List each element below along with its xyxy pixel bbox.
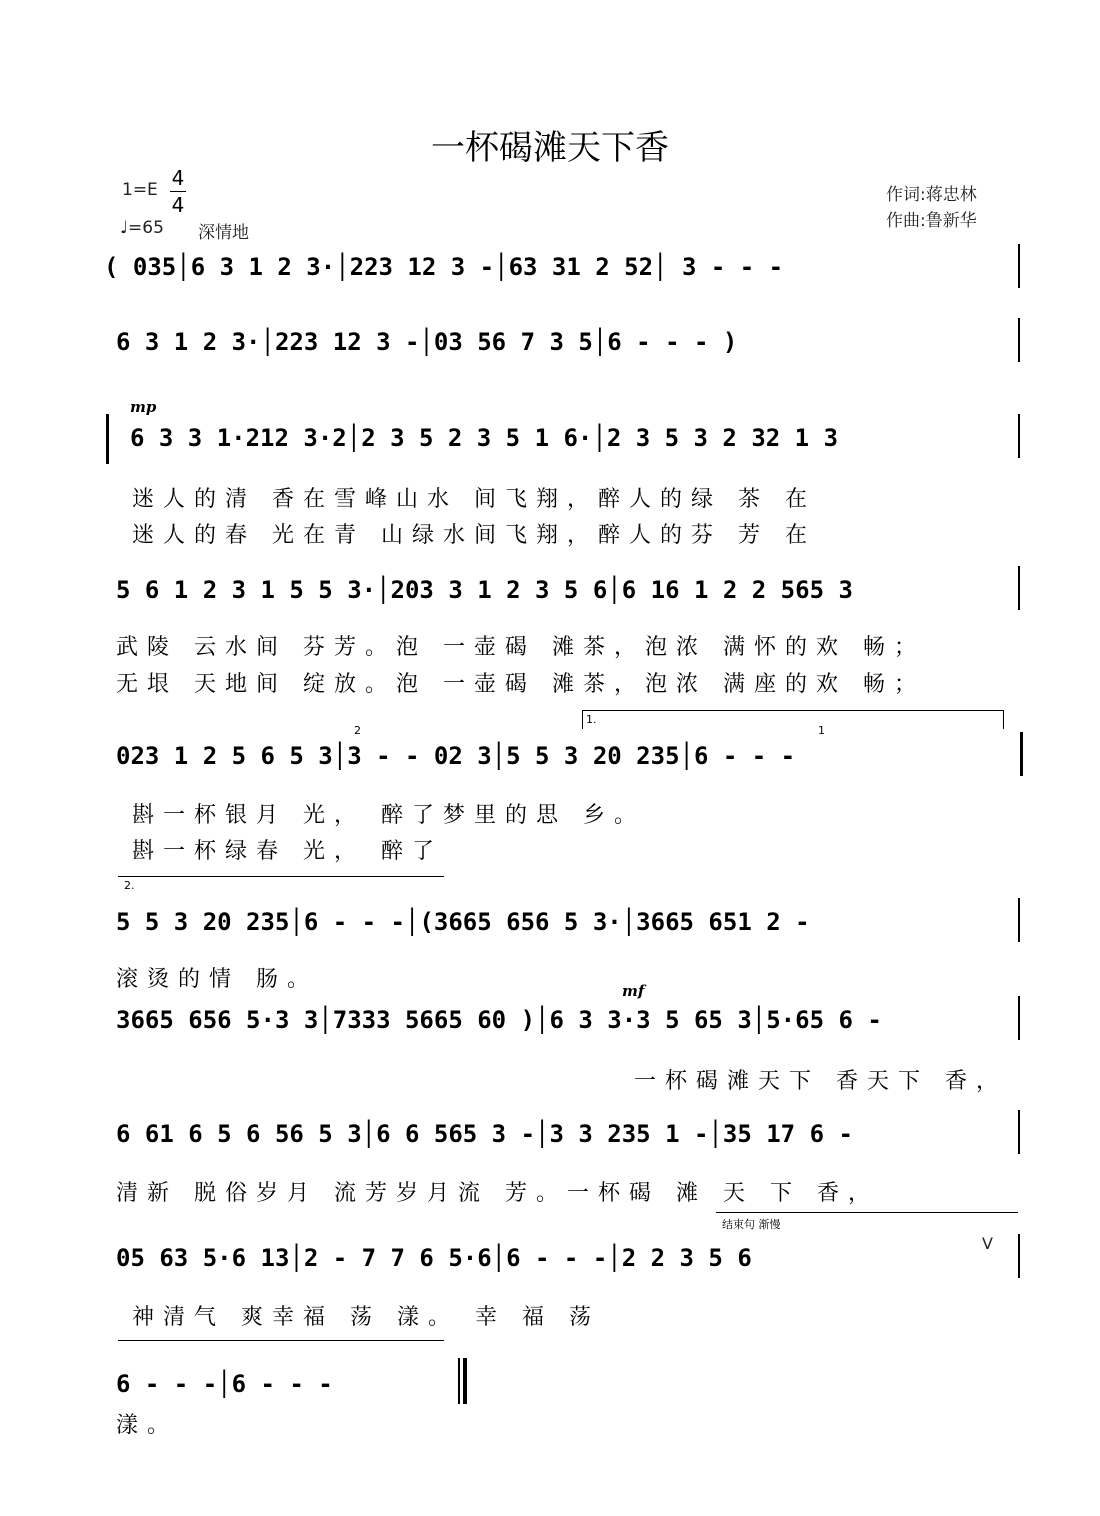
key-signature: 1=E (122, 180, 158, 200)
repeat-start-barline (106, 414, 109, 464)
score-row-8: 6 61 6 5 6 56 5 3│6 6 565 3 -│3 3 235 1 -│35 17 6 - (116, 1120, 853, 1148)
barline (1018, 244, 1020, 288)
expression-mark: 深情地 (198, 223, 249, 243)
lyric-row-9: 神清气 爽幸福 荡 漾。 幸 福 荡 (132, 1305, 600, 1330)
second-ending-bracket (118, 876, 444, 895)
repeat-end-barline (1020, 732, 1023, 776)
barline (1018, 1110, 1020, 1154)
score-row-4: 5 6 1 2 3 1 5 5 3·│203 3 1 2 3 5 6│6 16 1 2 2 565 3 (116, 576, 853, 604)
tempo-mark: ♩=65 (120, 218, 164, 238)
lyric-row-10: 漾。 (116, 1413, 179, 1438)
time-signature-line (170, 191, 186, 192)
lyric-row-3-verse-2: 迷人的春 光在青 山绿水间飞翔，醉人的芬 芳 在 (132, 523, 816, 548)
first-ending-marker: 1 (818, 724, 825, 737)
time-signature-bottom: 4 (171, 193, 185, 217)
score-row-3: 6 3 3 1·212 3·2│2 3 5 2 3 5 1 6·│2 3 5 3 2 32 1 3 (130, 424, 839, 452)
breath-mark: V (982, 1234, 993, 1253)
ending-line-continued (118, 1340, 444, 1359)
page-title: 一杯碣滩天下香 (431, 128, 669, 168)
score-row-5: 023 1 2 5 6 5 3│3 - - 02 3│5 5 3 20 235│6 - - - (116, 742, 796, 770)
time-signature-top: 4 (171, 166, 185, 190)
lyric-row-4-verse-2: 无垠 天地间 绽放。泡 一壶碣 滩茶，泡浓 满座的欢 畅； (116, 672, 925, 697)
barline (1018, 318, 1020, 362)
second-ending-marker: 2 (354, 724, 361, 737)
composer-credit: 作曲:鲁新华 (886, 211, 977, 231)
lyric-row-5-verse-2: 斟一杯绿春 光， 醉了 (132, 839, 443, 864)
lyric-row-8: 清新 脱俗岁月 流芳岁月流 芳。一杯碣 滩 天 下 香， (116, 1181, 879, 1206)
first-ending-number: 1. (586, 713, 597, 726)
score-row-2: 6 3 1 2 3·│223 12 3 -│03 56 7 3 5│6 - - - ) (116, 328, 738, 356)
final-barline-thin (458, 1358, 460, 1404)
dynamic-mp: mp (130, 398, 157, 416)
score-row-10: 6 - - -│6 - - - (116, 1370, 333, 1398)
lyric-row-6: 滚烫的情 肠。 (116, 967, 318, 992)
barline (1018, 414, 1020, 458)
score-row-6: 5 5 3 20 235│6 - - -│(3665 656 5 3·│3665 651 2 - (116, 908, 810, 936)
barline (1018, 566, 1020, 610)
barline (1018, 1234, 1020, 1278)
second-ending-number: 2. (124, 879, 135, 892)
score-row-9: 05 63 5·6 13│2 - 7 7 6 5·6│6 - - -│2 2 3 5 6 (116, 1244, 752, 1272)
first-ending-bracket (582, 710, 1004, 729)
lyric-row-7: 一杯碣滩天下 香天下 香， (634, 1069, 1007, 1094)
ending-label: 结束句 渐慢 (722, 1218, 781, 1231)
lyric-row-3-verse-1: 迷人的清 香在雪峰山水 间飞翔，醉人的绿 茶 在 (132, 487, 816, 512)
dynamic-mf: mf (622, 982, 645, 1000)
score-row-7: 3665 656 5·3 3│7333 5665 60 )│6 3 3·3 5 65 3│5·65 6 - (116, 1006, 882, 1034)
barline (1018, 898, 1020, 942)
lyricist-credit: 作词:蒋忠林 (886, 185, 977, 205)
lyric-row-4-verse-1: 武陵 云水间 芬芳。泡 一壶碣 滩茶，泡浓 满怀的欢 畅； (116, 635, 925, 660)
lyric-row-5-verse-1: 斟一杯银月 光， 醉了梦里的思 乡。 (132, 803, 645, 828)
score-row-1: ( 035│6 3 1 2 3·│223 12 3 -│63 31 2 52│ 3 - - - (104, 253, 784, 281)
final-barline-thick (463, 1358, 467, 1404)
barline (1018, 996, 1020, 1040)
